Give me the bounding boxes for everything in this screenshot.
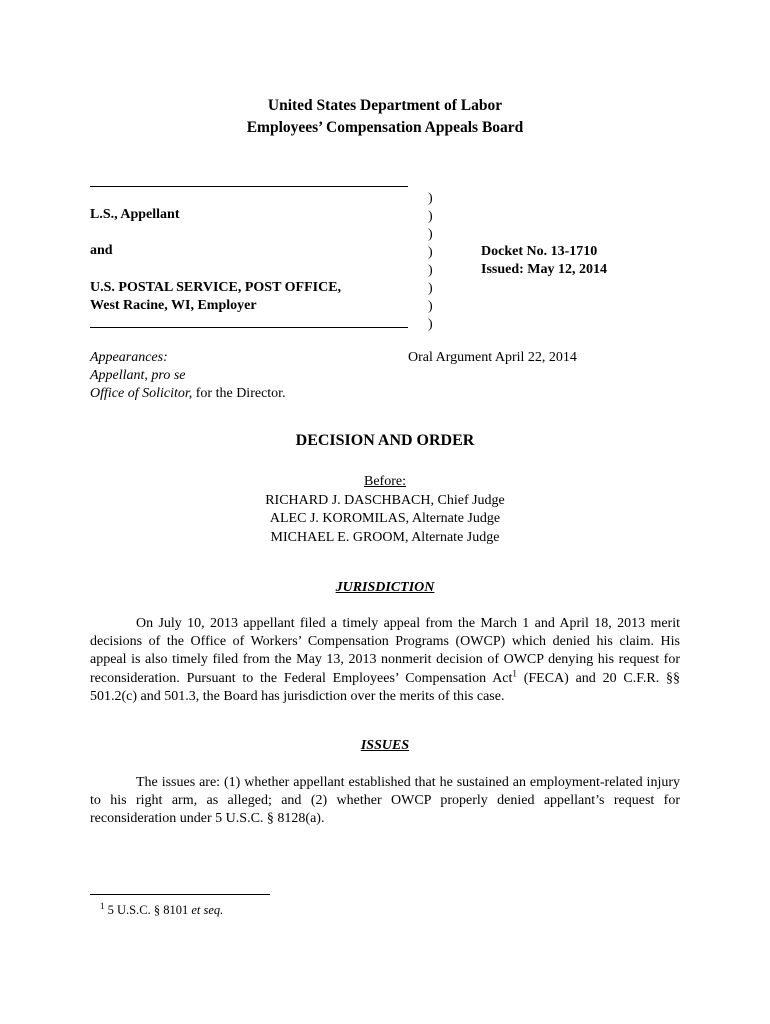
solicitor-name: Office of Solicitor, bbox=[90, 386, 193, 401]
paren: ) bbox=[428, 245, 433, 260]
jurisdiction-paragraph bbox=[90, 615, 680, 706]
docket-number: Docket No. 13-1710 bbox=[481, 244, 598, 259]
issued-date: Issued: May 12, 2014 bbox=[481, 262, 608, 277]
judge: RICHARD J. DASCHBACH, Chief Judge bbox=[265, 492, 505, 508]
appearances-label: Appearances: bbox=[90, 350, 168, 365]
footnote-number: 1 bbox=[100, 900, 105, 911]
solicitor-role: for the Director. bbox=[192, 386, 286, 401]
issues-heading: ISSUES bbox=[360, 738, 410, 753]
jurisdiction-text: On July 10, 2013 appellant filed a timely appeal from the March 1 and April 18, 2013 merit decisions of the Office of Workers’ Compensation Programs (OWCP) which denied his claim. His appeal is also timely filed from the May 13, 2013 nonmerit decision of OWCP denying his request for reconsideration. Pursuant to the Federal Employees’ Compensation Act bbox=[90, 616, 680, 686]
caption-employer bbox=[90, 279, 341, 315]
paren: ) bbox=[428, 191, 433, 206]
caption-parentheses bbox=[428, 190, 433, 334]
judge: ALEC J. KOROMILAS, Alternate Judge bbox=[269, 511, 501, 526]
footnote-rule bbox=[90, 894, 270, 895]
appearances bbox=[90, 349, 286, 403]
paren: ) bbox=[428, 317, 433, 332]
paren: ) bbox=[428, 299, 433, 314]
paren: ) bbox=[428, 281, 433, 296]
paren: ) bbox=[428, 227, 433, 242]
caption-employer-line2: West Racine, WI, Employer bbox=[90, 298, 257, 313]
header-board: Employees’ Compensation Appeals Board bbox=[246, 119, 524, 136]
before-label: Before: bbox=[364, 474, 406, 489]
footnote-italic: et seq. bbox=[191, 903, 224, 917]
judge: MICHAEL E. GROOM, Alternate Judge bbox=[270, 529, 500, 545]
caption-appellant: L.S., Appellant bbox=[90, 207, 180, 222]
jurisdiction-heading: JURISDICTION bbox=[335, 580, 435, 595]
caption-and: and bbox=[90, 243, 113, 258]
footnote-text: 5 U.S.C. § 8101 bbox=[104, 903, 192, 917]
caption-employer-line1: U.S. POSTAL SERVICE, POST OFFICE, bbox=[90, 280, 342, 295]
paren: ) bbox=[428, 263, 433, 278]
footnote-ref: 1 bbox=[512, 667, 517, 678]
caption-bottom-rule bbox=[90, 327, 408, 328]
header-agency: United States Department of Labor bbox=[267, 97, 503, 114]
docket-info bbox=[481, 243, 607, 279]
caption-top-rule bbox=[90, 186, 408, 187]
appearances-appellant: Appellant, pro se bbox=[90, 368, 186, 383]
jurisdiction-text-cont: (FECA) and 20 C.F.R. §§ 501.2(c) and 501.3, the Board has jurisdiction over the merits of this case. bbox=[90, 670, 680, 704]
paren: ) bbox=[428, 209, 433, 224]
decision-title: DECISION AND ORDER bbox=[295, 432, 475, 449]
issues-paragraph: The issues are: (1) whether appellant established that he sustained an employment-related injury to his right arm, as alleged; and (2) whether OWCP properly denied appellant’s request for reconsideration under 5 U.S.C. § 8128(a). bbox=[90, 775, 680, 827]
oral-argument: Oral Argument April 22, 2014 bbox=[408, 350, 577, 365]
header bbox=[0, 95, 770, 139]
footnote bbox=[100, 900, 224, 918]
panel bbox=[0, 473, 770, 547]
appearances-solicitor bbox=[90, 385, 286, 403]
